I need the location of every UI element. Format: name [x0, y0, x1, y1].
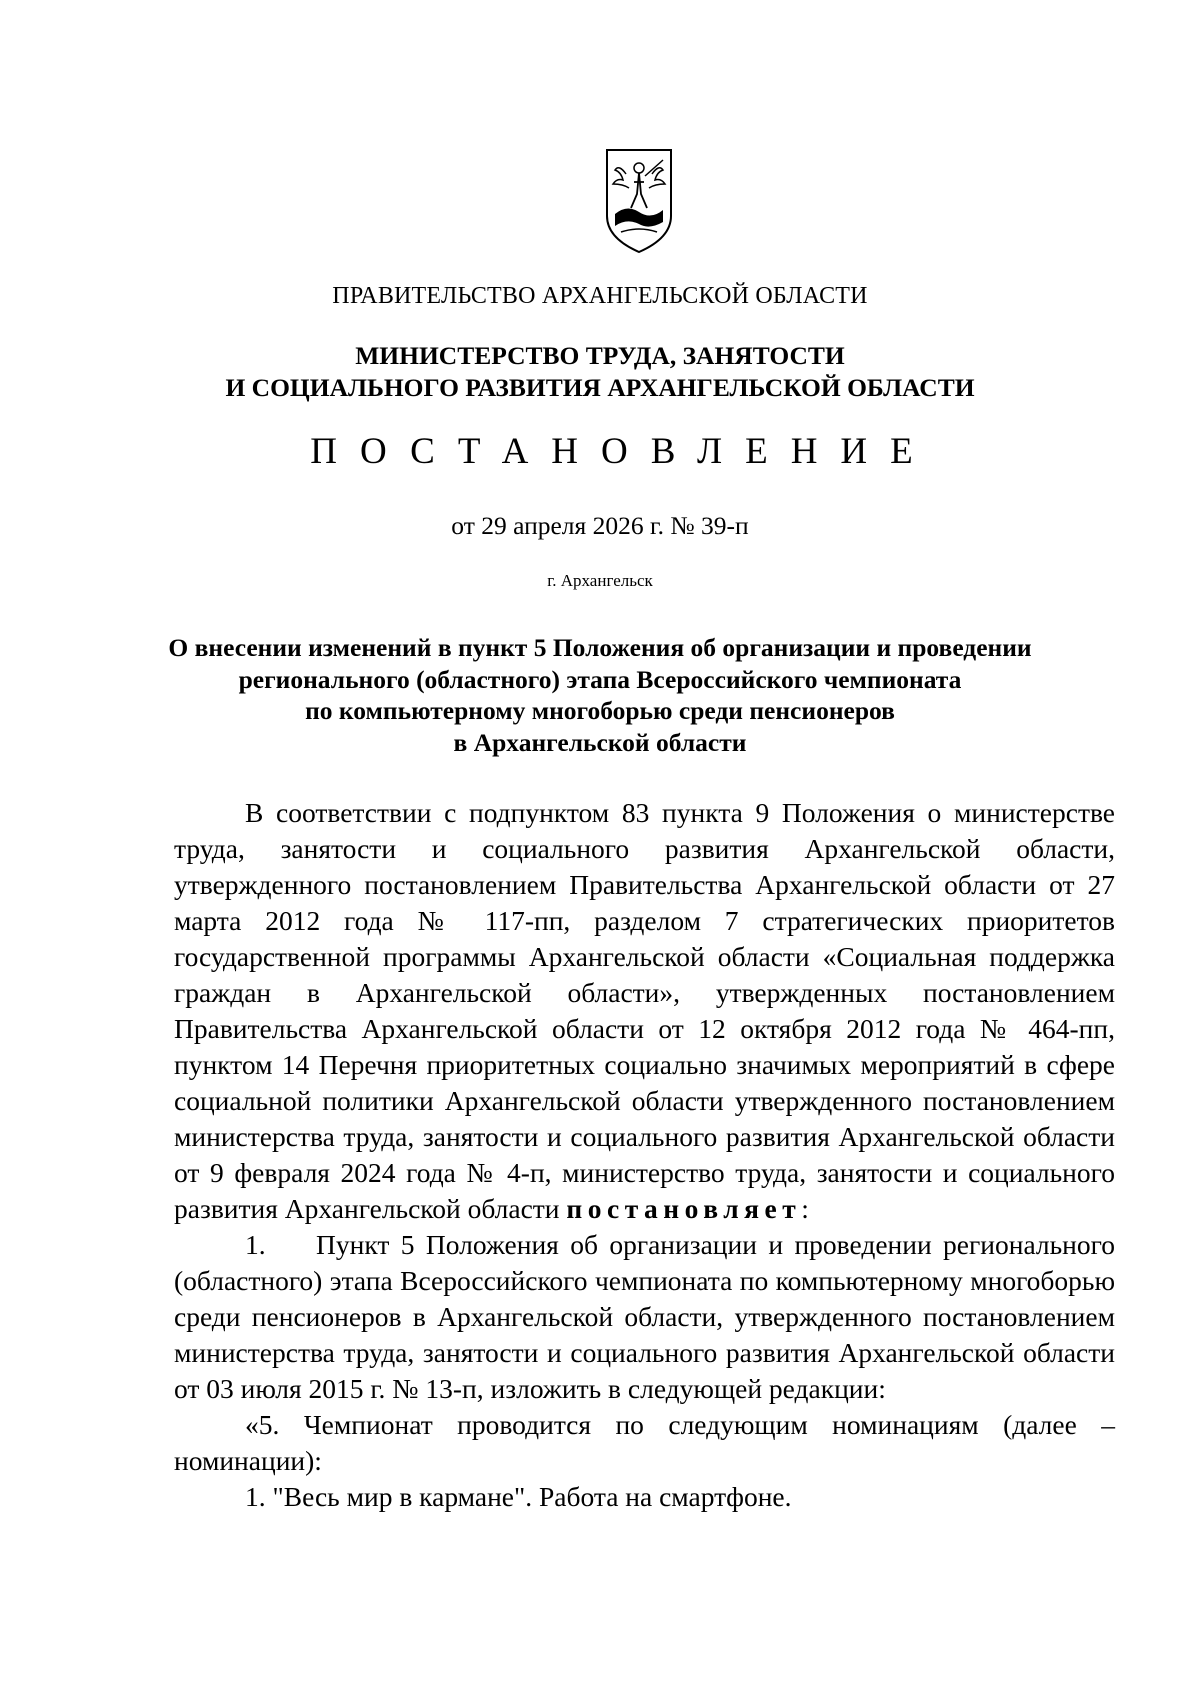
ministry-name: [0, 340, 1200, 404]
title-line-3: по компьютерному многоборью среди пенсионеров: [305, 696, 895, 725]
ministry-line-1: МИНИСТЕРСТВО ТРУДА, ЗАНЯТОСТИ: [355, 341, 845, 370]
coat-of-arms-icon: [601, 146, 677, 256]
nomination-1-paragraph: 1. "Весь мир в кармане". Работа на смартфоне.: [245, 1481, 792, 1512]
document-type: ПОСТАНОВЛЕНИЕ: [310, 431, 936, 472]
ministry-line-2: И СОЦИАЛЬНОГО РАЗВИТИЯ АРХАНГЕЛЬСКОЙ ОБЛАСТИ: [225, 373, 975, 402]
date-and-number: от 29 апреля 2026 г. № 39-п: [451, 511, 749, 540]
quote-intro-paragraph: «5. Чемпионат проводится по следующим номинациям (далее – номинации):: [174, 1409, 1115, 1476]
title-line-1: О внесении изменений в пункт 5 Положения об организации и проведении: [168, 633, 1032, 662]
preamble-paragraph: [174, 795, 1115, 1227]
decrees-colon: :: [801, 1193, 809, 1224]
preamble-text: В соответствии с подпунктом 83 пункта 9 Положения о министерстве труда, занятости и социального развития Архангельской области, утвержденного постановлением Правительства Архангельской области от 27 марта 2012 года № 117-пп, разделом 7 стратегических приоритетов государственной программы Архангельской области «Социальная поддержка граждан в Архангельской области», утвержденных постановлением Правительства Архангельской области от 12 октября 2012 года № 464-пп, пунктом 14 Перечня приоритетных социально значимых мероприятий в сфере социальной политики Архангельской области утвержденного постановлением министерства труда, занятости и социального развития Архангельской области от 9 февраля 2024 года № 4-п, министерство труда, занятости и социального развития Архангельской области: [174, 797, 1115, 1224]
city: г. Архангельск: [547, 571, 653, 590]
document-body: [174, 795, 1115, 1515]
item-1-text: Пункт 5 Положения об организации и проведении регионального (областного) этапа Всероссийского чемпионата по компьютерному многоборью среди пенсионеров в Архангельской области, утвержденного постановлением министерства труда, занятости и социального развития Архангельской области от 03 июля 2015 г. № 13-п, изложить в следующей редакции:: [174, 1229, 1115, 1404]
document-title: [0, 632, 1200, 758]
item-1-number: 1.: [245, 1229, 266, 1260]
title-line-2: регионального (областного) этапа Всероссийского чемпионата: [238, 664, 962, 694]
item-1-paragraph: [174, 1227, 1115, 1407]
decrees-word: постановляет: [566, 1193, 802, 1224]
title-line-4: в Архангельской области: [453, 727, 747, 757]
government-name: ПРАВИТЕЛЬСТВО АРХАНГЕЛЬСКОЙ ОБЛАСТИ: [332, 283, 868, 309]
